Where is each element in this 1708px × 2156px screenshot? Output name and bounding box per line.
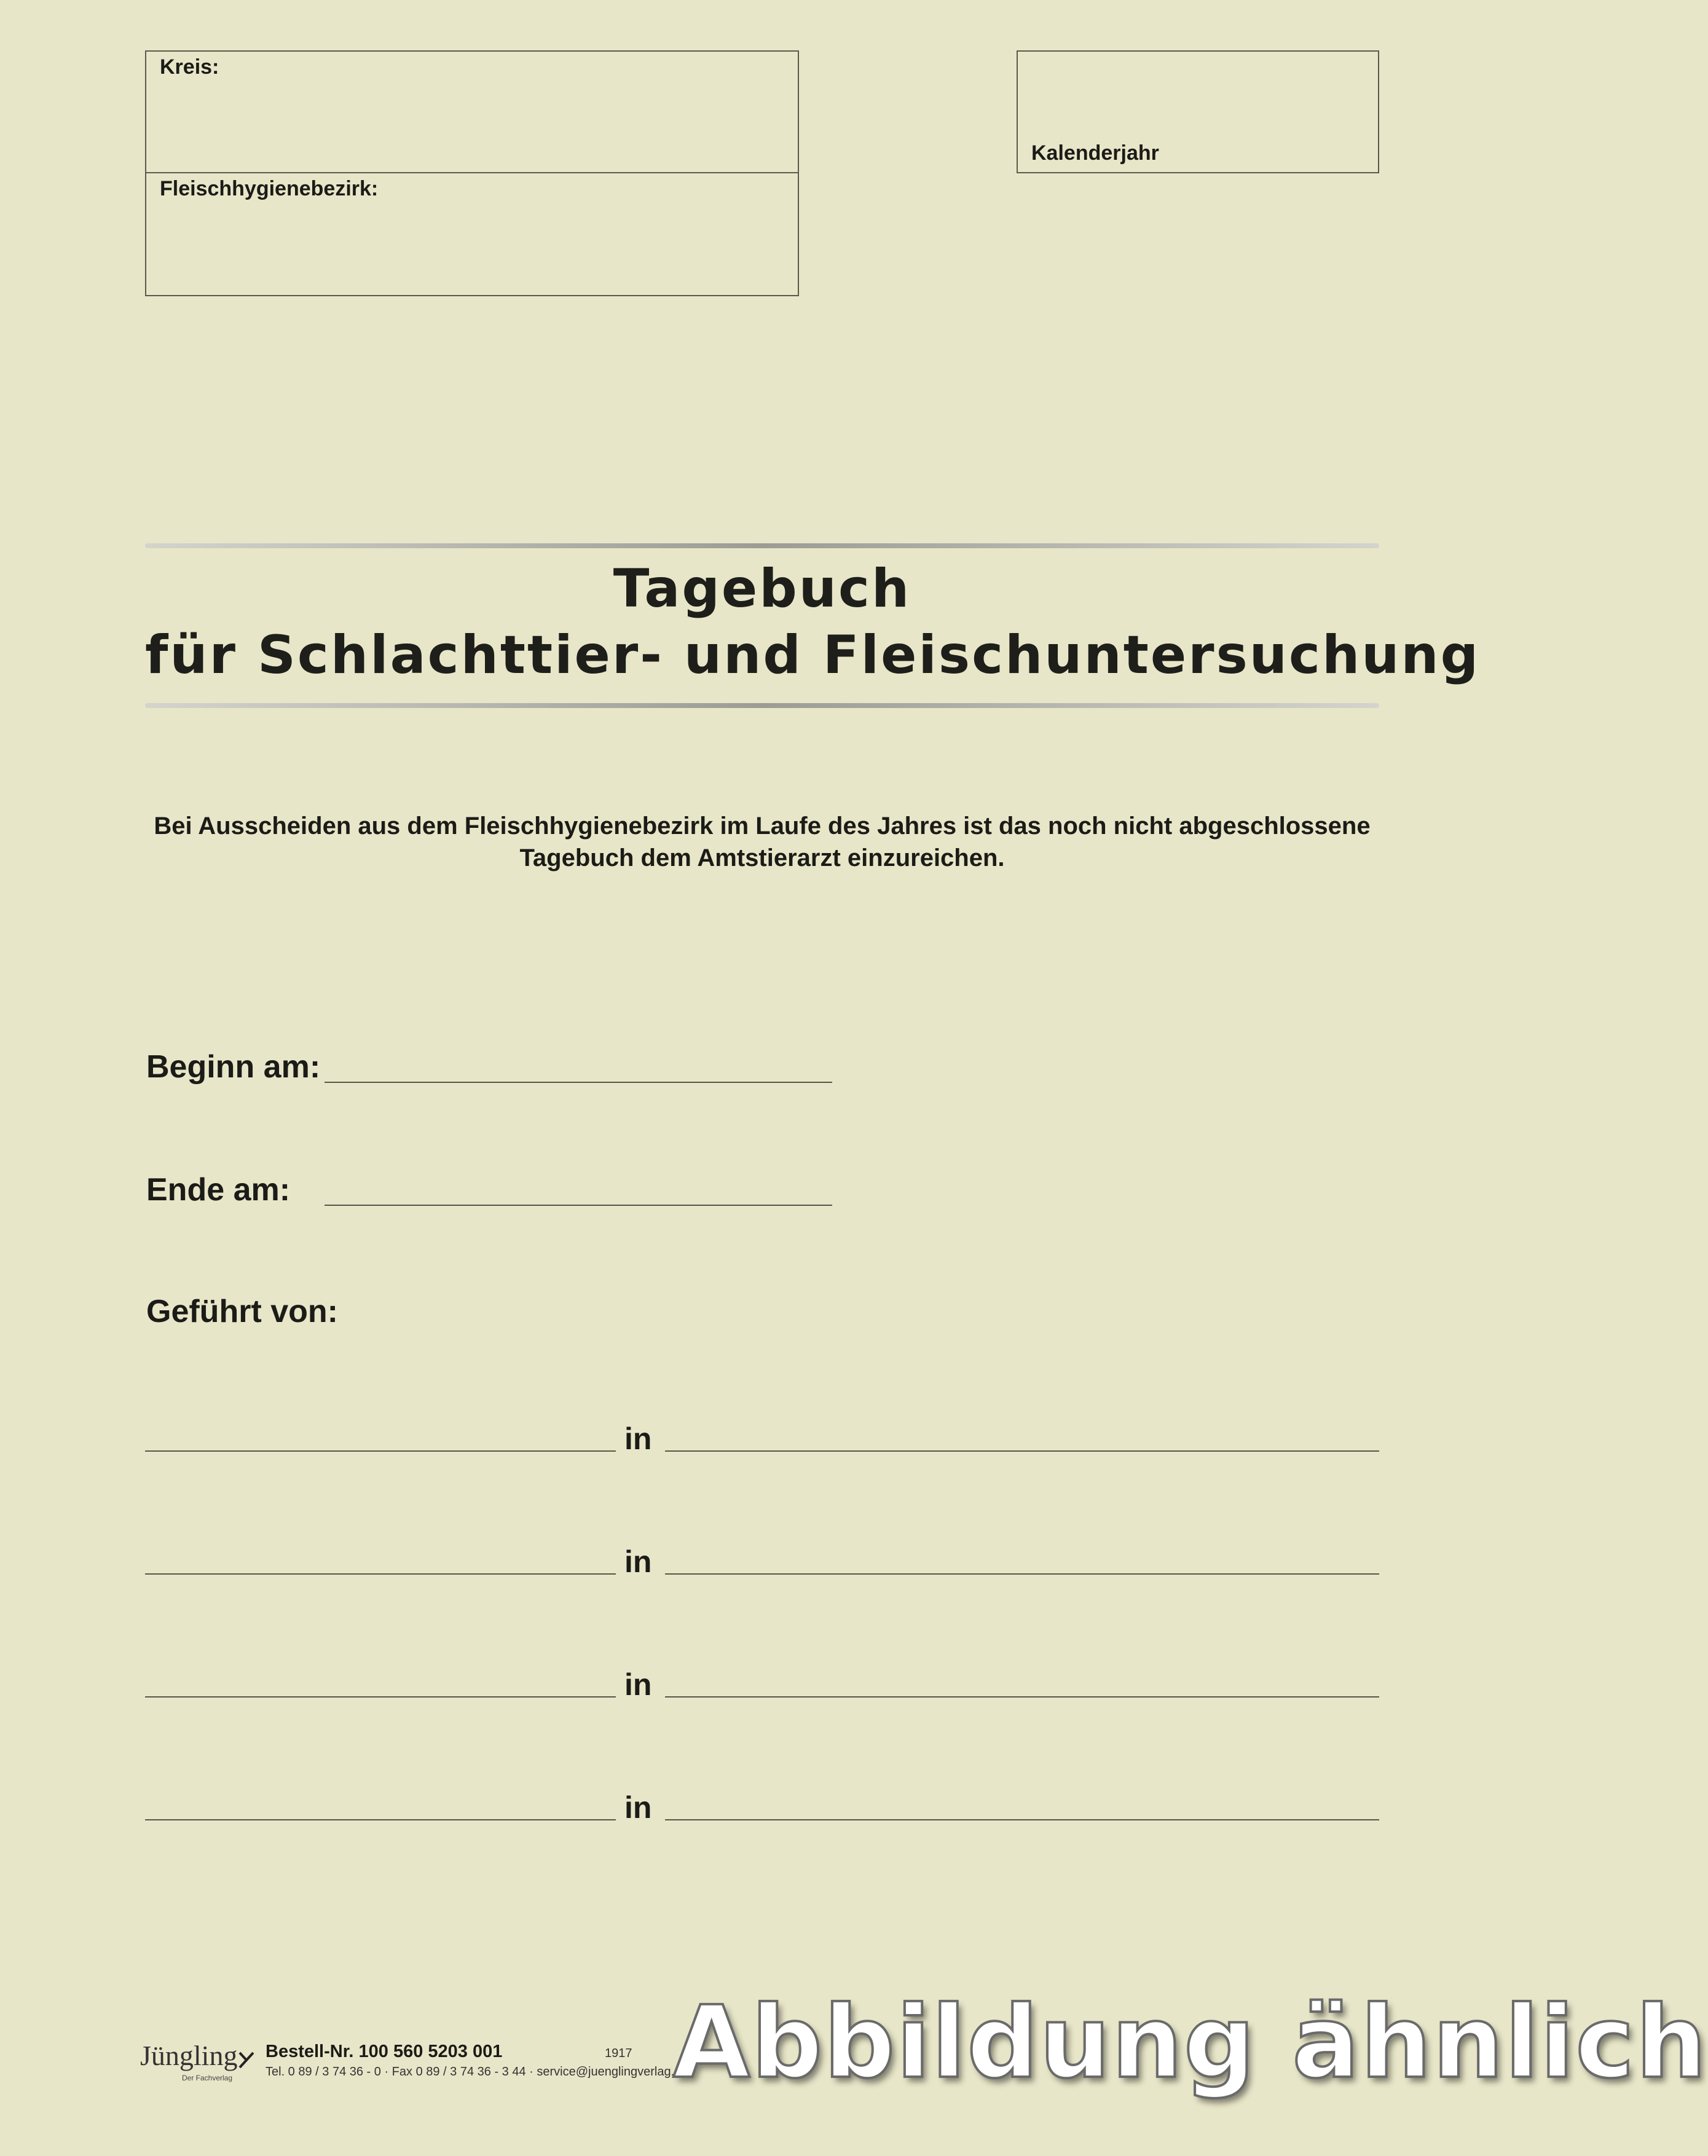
kalenderjahr-box[interactable]	[1017, 50, 1379, 173]
watermark-text: Abbildung ähnlich	[673, 1985, 1708, 2101]
gefuehrt-place-line[interactable]	[665, 1696, 1379, 1698]
in-label: in	[624, 1667, 652, 1702]
in-label: in	[624, 1422, 652, 1456]
gefuehrt-place-line[interactable]	[665, 1819, 1379, 1820]
kreis-label: Kreis:	[160, 55, 219, 79]
kreis-box[interactable]	[145, 50, 799, 173]
contact-info: Tel. 0 89 / 3 74 36 - 0 · Fax 0 89 / 3 74 36 - 3 44 · service@juenglingverlag.de	[266, 2065, 688, 2079]
ende-input-line[interactable]	[325, 1205, 832, 1206]
gefuehrt-name-line[interactable]	[145, 1573, 616, 1575]
title-rule-top	[145, 543, 1379, 548]
logo-text: Jüngling	[140, 2040, 238, 2071]
title-line-1: Tagebuch	[613, 558, 911, 620]
footer-code: 1917	[605, 2047, 632, 2060]
gefuehrt-label: Geführt von:	[146, 1294, 338, 1329]
gefuehrt-name-line[interactable]	[145, 1450, 616, 1452]
logo-subtext: Der Fachverlag	[182, 2074, 233, 2082]
notice-line-2: Tagebuch dem Amtstierarzt einzureichen.	[519, 844, 1005, 871]
bezirk-box[interactable]	[145, 172, 799, 296]
notice-text	[145, 810, 1379, 874]
gefuehrt-name-line[interactable]	[145, 1696, 616, 1698]
in-label: in	[624, 1544, 652, 1579]
notice-line-1: Bei Ausscheiden aus dem Fleischhygienebezirk im Laufe des Jahres ist das noch nicht abgeschlossene	[154, 812, 1371, 840]
ende-label: Ende am:	[146, 1172, 291, 1208]
title-rule-bottom	[145, 703, 1379, 708]
beginn-label: Beginn am:	[146, 1049, 321, 1085]
logo-mark-icon	[238, 2052, 254, 2069]
order-number: Bestell-Nr. 100 560 5203 001	[266, 2042, 503, 2061]
gefuehrt-name-line[interactable]	[145, 1819, 616, 1820]
in-label: in	[624, 1790, 652, 1825]
kalenderjahr-label: Kalenderjahr	[1031, 141, 1159, 165]
beginn-input-line[interactable]	[325, 1082, 832, 1083]
gefuehrt-place-line[interactable]	[665, 1450, 1379, 1452]
title-line-2: für Schlachttier- und Fleischuntersuchung	[145, 624, 1481, 686]
gefuehrt-place-line[interactable]	[665, 1573, 1379, 1575]
bezirk-label: Fleischhygienebezirk:	[160, 177, 379, 200]
